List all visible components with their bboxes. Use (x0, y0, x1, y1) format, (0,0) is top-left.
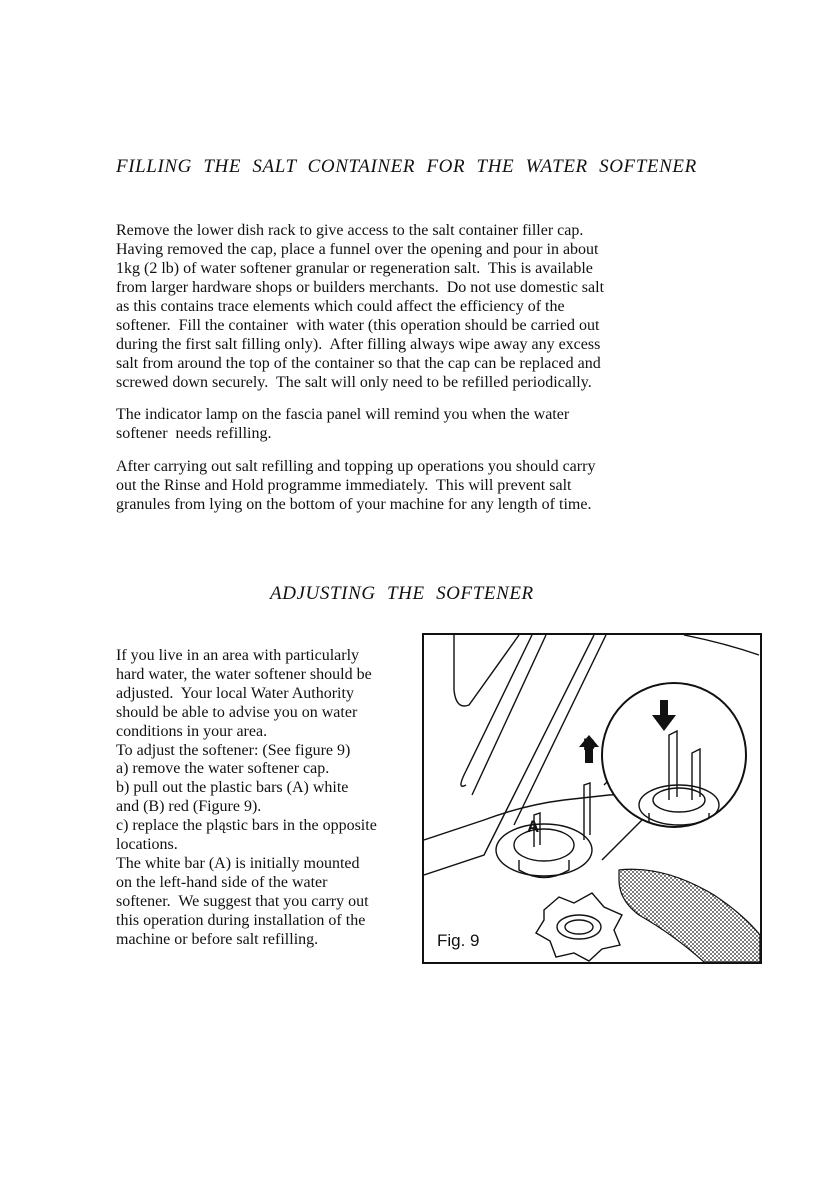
text-line: softener. We suggest that you carry out (116, 892, 369, 910)
text-line: during the first salt filling only). After filling always wipe away any excess (116, 336, 601, 353)
section-title-salt-container: FILLING THE SALT CONTAINER FOR THE WATER SOFTENER (116, 156, 697, 177)
text-line: should be able to advise you on water (116, 703, 358, 721)
text-line: conditions in your area. (116, 722, 268, 740)
text-line: b) pull out the plastic bars (A) white (116, 779, 349, 797)
text-line: locations. (116, 836, 178, 854)
section-title-adjusting-softener: ADJUSTING THE SOFTENER (270, 583, 534, 604)
text-line: c) replace the pląstic bars in the opposite (116, 817, 377, 835)
text-line: To adjust the softener: (See figure 9) (116, 741, 351, 759)
text-line: granules from lying on the bottom of your machine for any length of time. (116, 496, 592, 513)
salt-filling-instructions (116, 221, 676, 392)
text-line: on the left-hand side of the water (116, 873, 328, 891)
text-line: from larger hardware shops or builders merchants. Do not use domestic salt (116, 279, 605, 296)
text-line: machine or before salt refilling. (116, 930, 319, 948)
text-line: a) remove the water softener cap. (116, 760, 330, 778)
softener-drawing (424, 635, 760, 962)
text-line: softener. Fill the container with water (this operation should be carried out (116, 317, 600, 334)
text-line: out the Rinse and Hold programme immediately. This will prevent salt (116, 477, 572, 494)
text-line: screwed down securely. The salt will only need to be refilled periodically. (116, 374, 592, 391)
text-line: Having removed the cap, place a funnel over the opening and pour in about (116, 241, 599, 258)
text-line: adjusted. Your local Water Authority (116, 684, 354, 702)
bar-a-label: A (527, 817, 540, 836)
text-line: softener needs refilling. (116, 425, 272, 442)
indicator-lamp-note (116, 405, 676, 443)
text-line: The white bar (A) is initially mounted (116, 854, 360, 872)
text-line: The indicator lamp on the fascia panel will remind you when the water (116, 406, 570, 423)
text-line: 1kg (2 lb) of water softener granular or regeneration salt. This is available (116, 260, 593, 277)
text-line: After carrying out salt refilling and topping up operations you should carry (116, 458, 596, 475)
text-line: Remove the lower dish rack to give access to the salt container filler cap. (116, 222, 584, 239)
adjusting-softener-instructions (116, 647, 411, 950)
text-line: hard water, the water softener should be (116, 665, 372, 683)
text-line: as this contains trace elements which could affect the efficiency of the (116, 298, 565, 315)
text-line: salt from around the top of the container so that the cap can be replaced and (116, 355, 601, 372)
text-line: this operation during installation of the (116, 911, 366, 929)
rinse-and-hold-note (116, 457, 676, 514)
figure-9-softener-illustration (422, 633, 762, 964)
text-line: and (B) red (Figure 9). (116, 798, 262, 816)
text-line: If you live in an area with particularly (116, 647, 360, 664)
bar-b-label: B (583, 735, 596, 754)
figure-caption: Fig. 9 (437, 931, 480, 950)
